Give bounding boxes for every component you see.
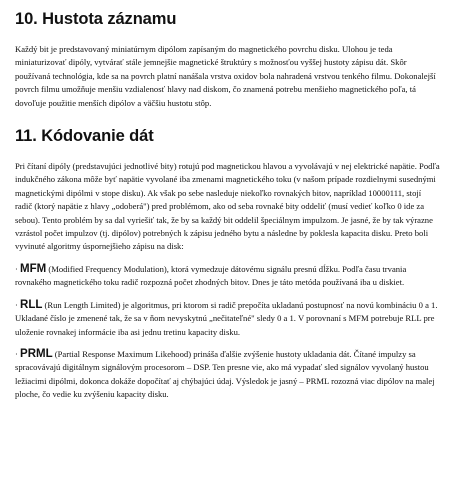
list-item-rll (15, 299, 440, 339)
paragraph-hustota: Každý bit je predstavovaný miniatúrnym dipólom zapísaným do magnetického povrchu disku. Ulohou je teda miniaturizovať dipóly, vytvárať stále jemnejšie magnetické štruktúry s možnosťou vyššej hustoty zápisu dát. Skôr používaná technológia, kde sa na povrch platní nanášala vrstva oxidov bola nahradená vrstvou tenkého filmu. Dokonalejší povrch filmu umožňuje menšiu vzdialenosť hlavy nad diskom, čo znamená potrebu menšieho magnetického poľa, tá dovoľuje použitie menších dipólov a väčšiu hustotu stôp. (15, 44, 436, 108)
term-mfm: MFM (20, 262, 47, 275)
description-prml: (Partial Response Maximum Likehood) prináša ďalšie zvýšenie hustoty ukladania dát. Čítané impulzy sa spracovávajú digitálnym signálovým procesorom – DSP. Ten presne vie, ako má vypadať sled signálov vyvolaný hustou ležiacimi dipólmi, dokonca dokáže dopočítať aj chýbajúci údaj. Výsledok je jasný – PRML rozozná viac dipólov na malej ploche, čo vedie ku zvýšeniu kapacity disku. (15, 348, 435, 400)
paragraph-kodovanie-intro: Pri čítaní dipóly (predstavujúci jednotlivé bity) rotujú pod magnetickou hlavou a vyvolávajú v nej elektrické napätie. Podľa indukčného zákona môže byť napätie vyvolané iba zmenami magnetického toku (v našom prípade rozdielnymi susednými magnetickými dipólmi v stope disku). Ak však po sebe nasleduje niekoľko rovnakých bitov, napríklad 10000111, stojí radič (ktorý napätie z hlavy „odoberá") pred problémom, ako od seba rovnaké bity oddeliť (musí vedieť koľko 0 ide za sebou). Tento problém by sa dal vyriešiť tak, že by sa každý bit oddelil špeciálnym impulzom. Je jasné, že by tak výrazne vzrástol počet impulzov (tj. dipólov) potrebných k zápisu jedného bytu a následne by poklesla kapacita disku. Preto boli vyvinuté algoritmy úspornejšieho zápisu na disk: (15, 161, 440, 252)
description-mfm: (Modified Frequency Modulation), ktorá vymedzuje dátovému signálu presnú dĺžku. Podľa času trvania rovnakého magnetického toku radič rozpozná počet zhodných bitov. Dnes je táto metóda používaná iba u diskiet. (15, 263, 407, 288)
term-rll: RLL (20, 298, 43, 311)
section-title-kodovanie: 11. Kódovanie dát (15, 127, 154, 146)
description-rll: (Run Length Limited) je algoritmus, pri ktorom si radič prepočíta ukladanú postupnosť na novú kombináciu 0 a 1. Ukladané číslo je zmenené tak, že sa v ňom nevyskytnú „nečitateľné" sledy 0 a 1. V porovnaní s MFM potrebuje RLL pre uloženie rovnakej informácie iba asi jednu tretinu kapacity disku. (15, 299, 438, 337)
bullet: · (15, 299, 18, 310)
list-item-mfm (15, 263, 440, 290)
bullet: · (15, 348, 18, 359)
section-title-hustota: 10. Hustota záznamu (15, 10, 177, 28)
term-prml: PRML (20, 347, 53, 360)
bullet: · (15, 263, 18, 274)
list-item-prml (15, 348, 440, 402)
